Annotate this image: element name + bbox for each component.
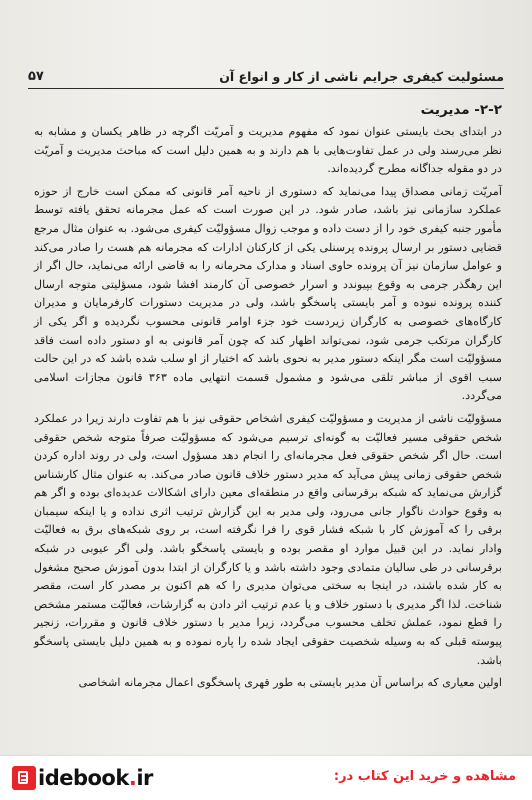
idebook-logo[interactable]	[12, 764, 153, 792]
brand-name	[38, 766, 153, 790]
page-number: ۵۷	[28, 69, 44, 84]
brand-tld: ir	[136, 766, 153, 790]
brand-main: idebook	[38, 766, 129, 790]
page-body	[34, 100, 502, 697]
paragraph-intro: در ابتدای بحث بایستی عنوان نمود که مفهوم مدیریت و آمریّت اگرچه در ظاهر یکسان و مشابه به نظر می‌رسند ولی در عمل تفاوت‌هایی با هم دارند و به همین دلیل است که مباحث مدیریت و آمریّت در دو مقوله جداگانه مطرح گردیده‌اند.	[34, 125, 502, 176]
paragraph-amriyat: آمریّت زمانی مصداق پیدا می‌نماید که دستوری از ناحیه آمر قانونی که ممکن است خارج از حوزه عملکرد سازمانی نیز باشد، صادر شود. در این صورت است که عمل مجرمانه تحقق یافته توسط مأمور جنبه کیفری خود را از دست داده و موجب زوال مسؤولیّت کیفری می‌شود. به عنوان مثال مرجع قضایی دستور بر ارسال پرونده پرسنلی یکی از کارکنان ادارات که مجرمانه هم هست را صادر می‌کند و عوامل سازمان نیز آن پرونده حاوی اسناد و مدارک محرمانه را به قاضی ارائه می‌نماید، حال اگر از این رهگذر جرمی به وقوع بپیوندد و اسرار خصوصی آن کارمند افشا شود، مسؤلیتی متوجه ارسال کننده پرونده نبوده و آمر بایستی پاسخگو باشد، ولی در مدیریت دستورات کارفرمایان و مدیران کارگاه‌های خصوصی به کارگران زیردست خود جزء اوامر قانونی محسوب نگردیده و اگر یکی از کارگران مرتکب جرمی شود، نمی‌تواند اظهار کند که چون آمر قانونی به او دستور داده است فاقد مسؤولیّت است مگر اینکه دستور مدیر به نحوی باشد که اختیار از او سلب شده باشد که در این حالت سبب اقوی از مباشر تلقی می‌شود و مشمول قسمت انتهایی ماده ۳۶۳ قانون مجازات اسلامی می‌گردد.	[34, 184, 502, 403]
page-header	[28, 62, 504, 84]
brand-dot: .	[128, 766, 137, 790]
store-watermark-banner[interactable]	[0, 756, 532, 800]
paragraph-legal-persons: مسؤولیّت ناشی از مدیریت و مسؤولیّت کیفری اشخاص حقوقی نیز با هم تفاوت دارند زیرا در عملکرد شخص حقوقی مسیر فعالیّت به گونه‌ای ترسیم می‌شود که مسؤولیّت صرفاً متوجه شخص حقوقی است. حال اگر شخص حقوقی فعل مجرمانه‌ای را انجام دهد مسؤول است، ولی در روند اداره کردن شخص حقوقی زمانی پیش می‌آید که مدیر دستور خلاف قانون صادر می‌کند. به عنوان مثال کارشناس گزارش می‌نماید که شبکه برقرسانی واقع در منطقه‌ای معین دارای اشکالات عدیده‌ای بوده و اگر هم به وقوع حوادث ناگوار جانی می‌رود، ولی مدیر به این گزارش ترتیب اثری نداده و یا اینکه سیمبان برقی را که آموزش کار با شبکه فشار قوی را فرا نگرفته است، بر روی شبکه‌های برق به فعالیّت وادار نماید. در این قبیل موارد او مقصر بوده و بایستی پاسخگو باشد. ولی اگر عیوبی در شبکه برقرسانی در طی سالیان متمادی وجود داشته باشد و یا کارگران از ابتدا بدون آموزش صحیح مشغول به کار شده باشند، در اینجا به سختی می‌توان مدیری را که هم اکنون بر مصدر کار است، مقصر شناخت. لذا اگر مدیری با دستور خلاف و یا عدم ترتیب اثر دادن به گزارشات، فعالیّت مستمر مشخص را قطع نمود، عملش تخلف محسوب می‌گردد، زیرا مدیر با دستور خلاف قانون و مقررات، زنجیر پیوسته قبلی که به وسیله شخصیت حقوقی ایجاد شده را پاره نموده و به همین دلیل بایستی پاسخگو باشد.	[34, 411, 502, 667]
book-icon	[12, 766, 36, 790]
paragraph-criteria: اولین معیاری که براساس آن مدیر بایستی به طور قهری پاسخگوی اعمال مجرمانه اشخاصی	[78, 676, 502, 690]
store-slogan: مشاهده و خرید این کتاب در:	[333, 769, 516, 784]
header-rule	[28, 88, 504, 89]
running-title: مسئولیت کیفری جرایم ناشی از کار و انواع آن	[219, 69, 504, 84]
section-heading: ۲-۲- مدیریت	[420, 102, 502, 118]
